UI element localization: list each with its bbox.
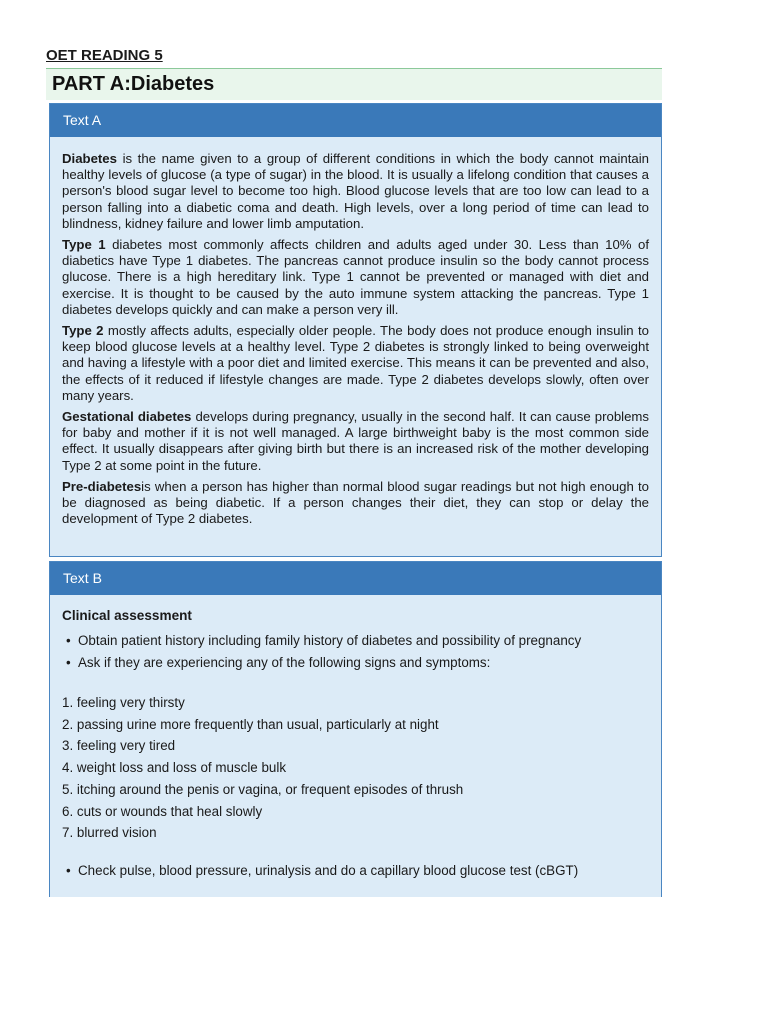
bullet-item: • Obtain patient history including family history of diabetes and possibility of pregnancy bbox=[62, 632, 649, 649]
symptom-item: 7. blurred vision bbox=[62, 825, 157, 841]
text-a-heading: Text A bbox=[50, 104, 661, 137]
bullet-item: • Ask if they are experiencing any of the following signs and symptoms: bbox=[62, 654, 649, 671]
bullet-item: • Check pulse, blood pressure, urinalysis and do a capillary blood glucose test (cBGT) bbox=[62, 862, 649, 879]
symptom-item: 5. itching around the penis or vagina, or frequent episodes of thrush bbox=[62, 781, 464, 797]
part-title: PART A:Diabetes bbox=[52, 73, 215, 95]
text-a-panel bbox=[49, 103, 662, 557]
paragraph-text: diabetes most commonly affects children and adults aged under 30. Less than 10% of diabetics have Type 1 diabetes. The pancreas cannot produce insulin so the body cannot process glucose. There is a high hereditary link. Type 1 cannot be prevented or managed with diet and exercise. It is thought to be caused by the auto immune system attacking the pancreas. Type 1 diabetes develops quickly and can make a person very ill. bbox=[62, 237, 649, 317]
term-type-2: Type 2 bbox=[62, 323, 104, 339]
text-b-heading: Text B bbox=[50, 562, 661, 595]
paragraph-text: is when a person has higher than normal blood sugar readings but not high enough to be diagnosed as being diabetic. If a person changes their diet, they can stop or delay the development of Type 2 diabetes. bbox=[62, 478, 649, 527]
paragraph-diabetes bbox=[62, 151, 649, 232]
text-b-body bbox=[50, 595, 661, 879]
term-gestational: Gestational diabetes bbox=[62, 409, 192, 425]
part-header bbox=[46, 68, 662, 100]
symptom-item: 2. passing urine more frequently than usual, particularly at night bbox=[62, 716, 439, 732]
paragraph-type-1 bbox=[62, 237, 649, 318]
symptom-list bbox=[62, 692, 649, 844]
paragraph-gestational bbox=[62, 409, 649, 474]
document-label: OET READING 5 bbox=[46, 47, 163, 64]
term-type-1: Type 1 bbox=[62, 237, 106, 253]
paragraph-text: is the name given to a group of different conditions in which the body cannot maintain healthy levels of glucose (a type of sugar) in the blood. It is usually a lifelong condition that causes a person's blood sugar level to become too high. Blood glucose levels that are too low can lead to a person falling into a diabetic coma and death. High levels, over a long period of time can lead to blindness, kidney failure and lower limb amputation. bbox=[62, 151, 649, 231]
text-b-panel bbox=[49, 561, 662, 897]
paragraph-text: mostly affects adults, especially older people. The body does not produce enough insulin to keep blood glucose levels at a healthy level. Type 2 diabetes is strongly linked to being overweight and having a lifestyle with a poor diet and limited exercise. This means it can be prevented and also, the effects of it reduced if lifestyle changes are made. Type 2 diabetes develops slowly, often over many years. bbox=[62, 323, 649, 403]
text-a-body bbox=[50, 137, 661, 527]
paragraph-text: develops during pregnancy, usually in the second half. It can cause problems for baby and mother if it is not well managed. A large birthweight baby is the most common side effect. It usually disappears after giving birth but there is an increased risk of the mother developing Type 2 at some point in the future. bbox=[62, 409, 649, 473]
symptom-item: 3. feeling very tired bbox=[62, 738, 176, 754]
clinical-assessment-heading: Clinical assessment bbox=[62, 608, 192, 623]
term-diabetes: Diabetes bbox=[62, 151, 117, 166]
paragraph-type-2 bbox=[62, 323, 649, 404]
symptom-item: 6. cuts or wounds that heal slowly bbox=[62, 803, 263, 819]
symptom-item: 4. weight loss and loss of muscle bulk bbox=[62, 760, 287, 776]
paragraph-pre-diabetes bbox=[62, 479, 649, 528]
term-pre-diabetes: Pre-diabetes bbox=[62, 478, 142, 494]
symptom-item: 1. feeling very thirsty bbox=[62, 695, 185, 710]
